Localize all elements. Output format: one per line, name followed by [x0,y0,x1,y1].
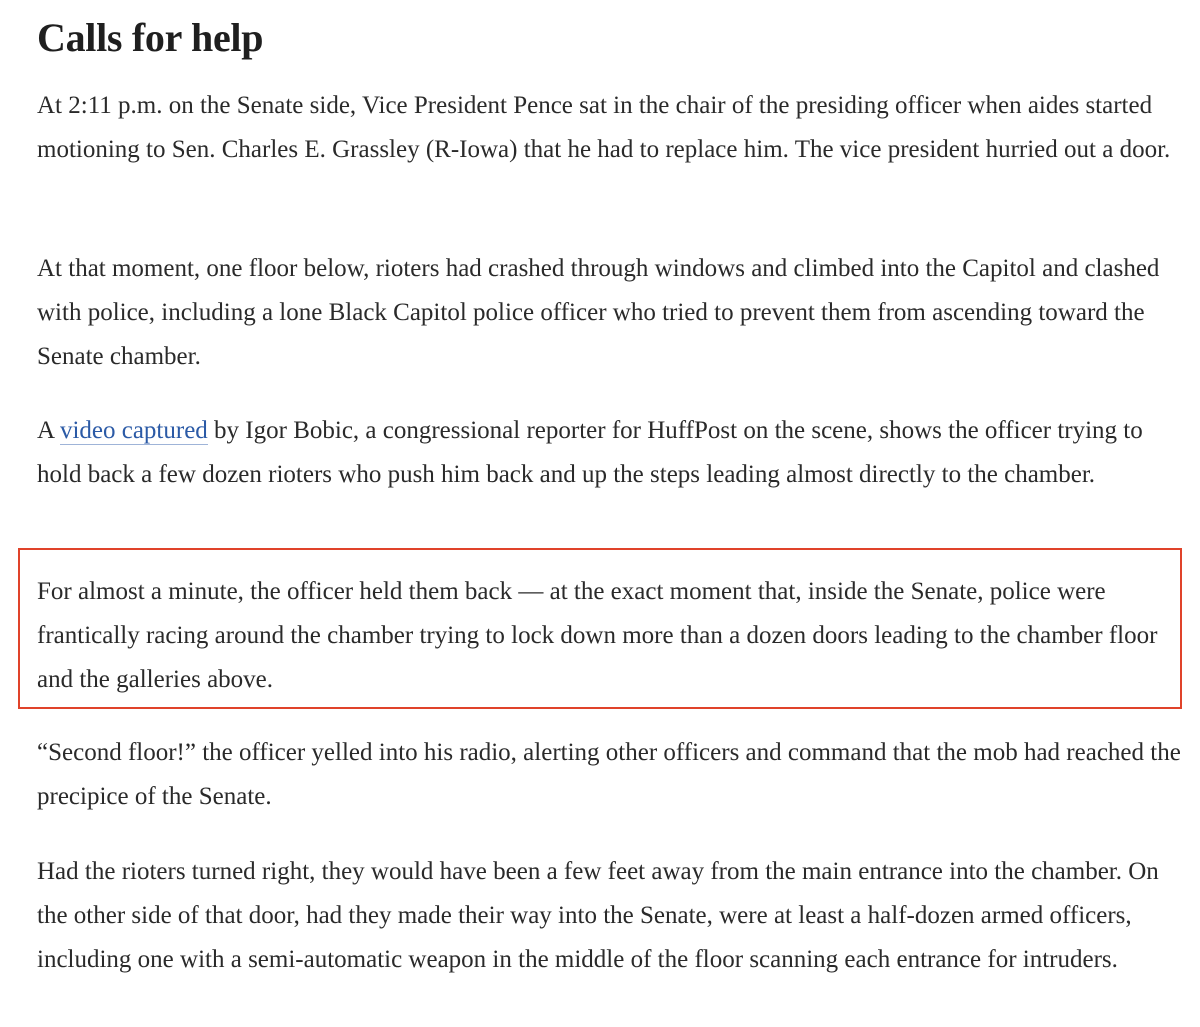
paragraph-video-suffix: by Igor Bobic, a congressional reporter for HuffPost on the scene, shows the officer trying to hold back a few dozen rioters who push him back and up the steps leading almost directly to the chamber. [37,417,1143,488]
paragraph-highlighted: For almost a minute, the officer held them back — at the exact moment that, inside the Senate, police were frantically racing around the chamber trying to lock down more than a dozen doors leading to the chamber floor and the galleries above. [37,578,1158,693]
paragraph-pence: At 2:11 p.m. on the Senate side, Vice President Pence sat in the chair of the presiding officer when aides started motioning to Sen. Charles E. Grassley (R-Iowa) that he had to replace him. The vice president hurried out a door. [37,92,1171,163]
section-heading: Calls for help [37,15,264,60]
paragraph-rioters: At that moment, one floor below, rioters had crashed through windows and climbed into the Capitol and clashed with police, including a lone Black Capitol police officer who tried to prevent them from ascending toward the Senate chamber. [37,255,1160,370]
paragraph-video-prefix: A [37,417,60,444]
video-captured-link[interactable]: video captured [59,417,208,444]
paragraph-video [37,409,1187,497]
paragraph-turned-right: Had the rioters turned right, they would have been a few feet away from the main entrance into the chamber. On the other side of that door, had they made their way into the Senate, were at least a half-dozen armed officers, including one with a semi-automatic weapon in the middle of the floor scanning each entrance for intruders. [37,858,1159,973]
paragraph-second-floor: “Second floor!” the officer yelled into his radio, alerting other officers and command that the mob had reached the precipice of the Senate. [37,739,1181,810]
